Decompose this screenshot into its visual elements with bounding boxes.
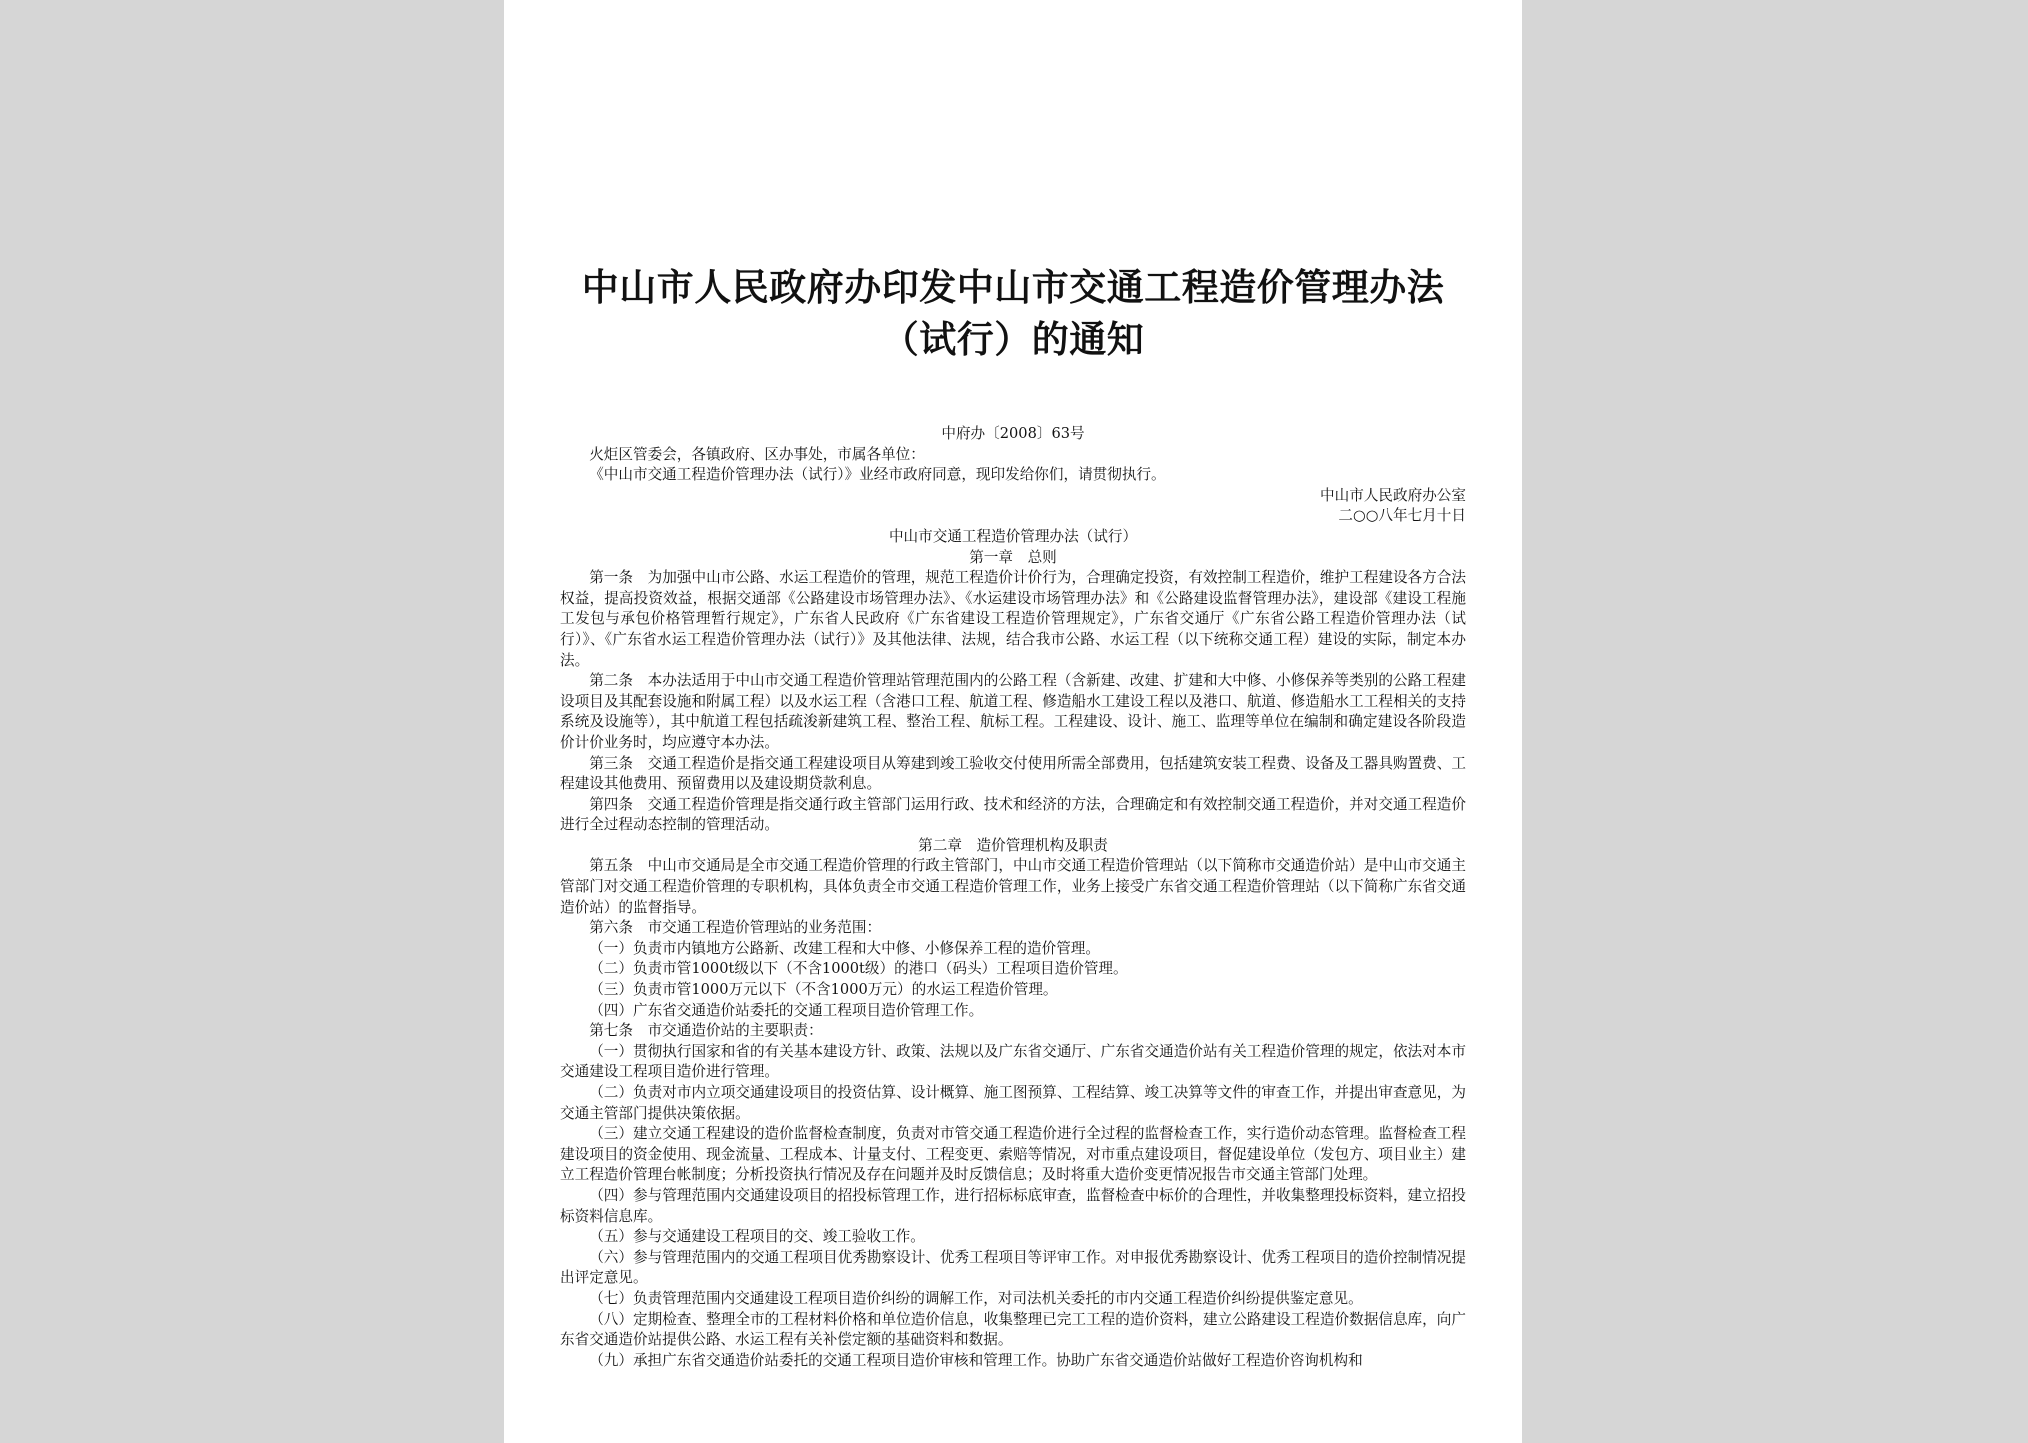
article-3: 第三条 交通工程造价是指交通工程建设项目从筹建到竣工验收交付使用所需全部费用，包括建筑安装工程费、设备及工器具购置费、工程建设其他费用、预留费用以及建设期贷款利息。	[560, 754, 1466, 793]
article-7-item-6: （六）参与管理范围内的交通工程项目优秀勘察设计、优秀工程项目等评审工作。对申报优秀勘察设计、优秀工程项目的造价控制情况提出评定意见。	[560, 1248, 1466, 1287]
article-6-item-3: （三）负责市管1000万元以下（不含1000万元）的水运工程造价管理。	[589, 981, 1058, 999]
article-7-item-9: （九）承担广东省交通造价站委托的交通工程项目造价审核和管理工作。协助广东省交通造价站做好工程造价咨询机构和	[589, 1351, 1363, 1369]
issuer: 中山市人民政府办公室	[1320, 486, 1466, 504]
addressee: 火炬区管委会，各镇政府、区办事处，市属各单位：	[589, 445, 925, 463]
issue-date: 二○○八年七月十日	[1338, 507, 1466, 525]
chapter-2-heading: 第二章 造价管理机构及职责	[918, 836, 1108, 854]
article-4: 第四条 交通工程造价管理是指交通行政主管部门运用行政、技术和经济的方法，合理确定和有效控制交通工程造价，并对交通工程造价进行全过程动态控制的管理活动。	[560, 795, 1466, 834]
title-line-1: 中山市人民政府办印发中山市交通工程造价管理办法	[581, 266, 1445, 309]
title-line-2: （试行）的通知	[881, 318, 1145, 361]
article-5: 第五条 中山市交通局是全市交通工程造价管理的行政主管部门，中山市交通工程造价管理站（以下简称市交通造价站）是中山市交通主管部门对交通工程造价管理的专职机构，具体负责全市交通工程造价管理工作，业务上接受广东省交通工程造价管理站（以下简称广东省交通造价站）的监督指导。	[560, 857, 1466, 916]
document-title	[504, 262, 1522, 366]
article-7-item-4: （四）参与管理范围内交通建设项目的招投标管理工作，进行招标标底审查，监督检查中标价的合理性，并收集整理投标资料，建立招投标资料信息库。	[560, 1186, 1466, 1225]
document-body	[560, 424, 1466, 1371]
notice-text: 《中山市交通工程造价管理办法（试行）》业经市政府同意，现印发给你们，请贯彻执行。	[589, 466, 1166, 484]
doc-number: 中府办〔2008〕63号	[941, 425, 1085, 442]
chapter-1-heading: 第一章 总则	[969, 548, 1057, 566]
article-7-item-5: （五）参与交通建设工程项目的交、竣工验收工作。	[589, 1228, 925, 1246]
article-7-item-8: （八）定期检查、整理全市的工程材料价格和单位造价信息，收集整理已完工工程的造价资料，建立公路建设工程造价数据信息库，向广东省交通造价站提供公路、水运工程有关补偿定额的基础资料和数据。	[560, 1310, 1466, 1349]
article-7-item-7: （七）负责管理范围内交通建设工程项目造价纠纷的调解工作，对司法机关委托的市内交通工程造价纠纷提供鉴定意见。	[589, 1289, 1363, 1307]
article-6: 第六条 市交通工程造价管理站的业务范围：	[589, 919, 882, 937]
article-7-item-2: （二）负责对市内立项交通建设项目的投资估算、设计概算、施工图预算、工程结算、竣工决算等文件的审查工作，并提出审查意见，为交通主管部门提供决策依据。	[560, 1084, 1466, 1122]
article-7-item-1: （一）贯彻执行国家和省的有关基本建设方针、政策、法规以及广东省交通厅、广东省交通造价站有关工程造价管理的规定，依法对本市交通建设工程项目造价进行管理。	[560, 1042, 1466, 1081]
document-page	[504, 0, 1522, 1443]
article-7-item-3: （三）建立交通工程建设的造价监督检查制度，负责对市管交通工程造价进行全过程的监督检查工作，实行造价动态管理。监督检查工程建设项目的资金使用、现金流量、工程成本、计量支付、工程变更、索赔等情况，对市重点建设项目，督促建设单位（发包方、项目业主）建立工程造价管理台帐制度；分析投资执行情况及存在问题并及时反馈信息；及时将重大造价变更情况报告市交通主管部门处理。	[560, 1125, 1466, 1184]
measures-title: 中山市交通工程造价管理办法（试行）	[888, 527, 1138, 545]
article-6-item-1: （一）负责市内镇地方公路新、改建工程和大中修、小修保养工程的造价管理。	[589, 939, 1100, 957]
article-1: 第一条 为加强中山市公路、水运工程造价的管理，规范工程造价计价行为，合理确定投资，有效控制工程造价，维护工程建设各方合法权益，提高投资效益，根据交通部《公路建设市场管理办法》、《水运建设市场管理办法》和《公路建设监督管理办法》，建设部《建设工程施工发包与承包价格管理暂行规定》，广东省人民政府《广东省建设工程造价管理规定》，广东省交通厅《广东省公路工程造价管理办法（试行）》、《广东省水运工程造价管理办法（试行）》及其他法律、法规，结合我市公路、水运工程（以下统称交通工程）建设的实际，制定本办法。	[560, 569, 1466, 669]
article-7: 第七条 市交通造价站的主要职责：	[589, 1022, 823, 1040]
article-6-item-2: （二）负责市管1000t级以下（不含1000t级）的港口（码头）工程项目造价管理。	[589, 960, 1128, 978]
article-6-item-4: （四）广东省交通造价站委托的交通工程项目造价管理工作。	[589, 1001, 984, 1019]
article-2: 第二条 本办法适用于中山市交通工程造价管理站管理范围内的公路工程（含新建、改建、扩建和大中修、小修保养等类别的公路工程建设项目及其配套设施和附属工程）以及水运工程（含港口工程、航道工程、修造船水工建设工程以及港口、航道、修造船水工工程相关的支持系统及设施等），其中航道工程包括疏浚新建筑工程、整治工程、航标工程。工程建设、设计、施工、监理等单位在编制和确定建设各阶段造价计价业务时，均应遵守本办法。	[560, 672, 1466, 751]
